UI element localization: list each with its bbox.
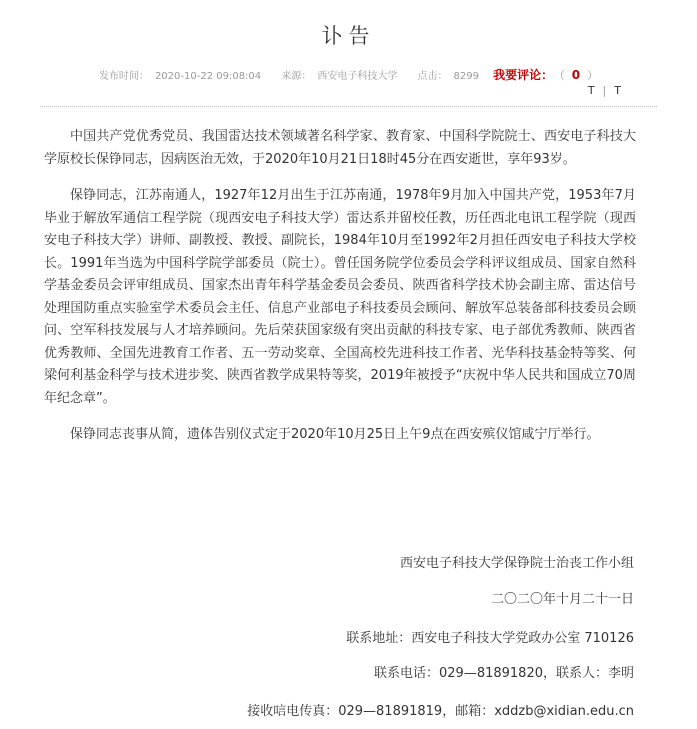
font-larger-button[interactable]: T (587, 84, 595, 97)
hits-count: 8299 (453, 71, 479, 82)
comment-open-paren: （ (559, 69, 565, 82)
paragraph-biography: 保铮同志，江苏南通人，1927年12月出生于江苏南通，1978年9月加入中国共产党，1953年7月毕业于解放军通信工程学院（现西安电子科技大学）雷达系并留校任教，历任西北电讯工程学院（现西安电子科技大学）讲师、副教授、教授、副院长，1984年10月至1992年2月担任西安电子科技大学校长。1991年当选为中国科学院学部委员（院士）。曾任国务院学位委员会学科评议组成员、国家自然科学基金委员会评审组成员、国家杰出青年科学基金委员会委员、陕西省科学技术协会副主席、雷达信号处理国防重点实验室学术委员会主任、信息产业部电子科技委员会顾问、解放军总装备部科技委员会顾问、空军科技发展与人才培养顾问。先后荣获国家级有突出贡献的科技专家、电子部优秀教师、陕西省优秀教师、全国先进教育工作者、五一劳动奖章、全国高校先进科技工作者、光华科技基金特等奖、何梁何利基金科学与技术进步奖、陕西省教学成果特等奖，2019年被授予“庆祝中华人民共和国成立70周年纪念章”。 (44, 188, 636, 406)
article-body (44, 126, 636, 461)
source-label: 来源： (281, 71, 312, 82)
publish-time: 2020-10-22 09:08:04 (154, 71, 262, 82)
source-link[interactable]: 西安电子科技大学 (317, 71, 398, 82)
font-size-tools (588, 84, 621, 97)
page-title: 讣告 (321, 24, 376, 48)
font-smaller-button[interactable]: T (614, 84, 621, 97)
hits-label: 点击： (417, 71, 448, 82)
contact-phone: 联系电话：029—81891820，联系人：李明 (374, 666, 634, 681)
contact-fax-email: 接收唁电传真：029—81891819，邮箱：xddzb@xidian.edu.cn (247, 704, 634, 719)
comment-close-paren: ） (587, 69, 599, 82)
signature-organization: 西安电子科技大学保铮院士治丧工作小组 (399, 556, 634, 571)
font-tools-separator: | (602, 84, 607, 97)
comment-link[interactable]: 我要评论： (493, 68, 554, 82)
article-meta (0, 66, 697, 83)
paragraph-announcement: 中国共产党优秀党员、我国雷达技术领域著名科学家、教育家、中国科学院院士、西安电子科技大学原校长保铮同志，因病医治无效，于2020年10月21日18时45分在西安逝世，享年93岁。 (44, 129, 636, 167)
publish-time-label: 发布时间： (98, 71, 149, 82)
header-divider (40, 106, 657, 107)
signature-date: 二〇二〇年十月二十一日 (490, 592, 634, 607)
contact-address: 联系地址：西安电子科技大学党政办公室 710126 (346, 631, 634, 646)
comment-count[interactable]: 0 (571, 68, 581, 82)
paragraph-funeral: 保铮同志丧事从简，遗体告别仪式定于2020年10月25日上午9点在西安殡仪馆咸宁厅举行。 (70, 427, 600, 442)
